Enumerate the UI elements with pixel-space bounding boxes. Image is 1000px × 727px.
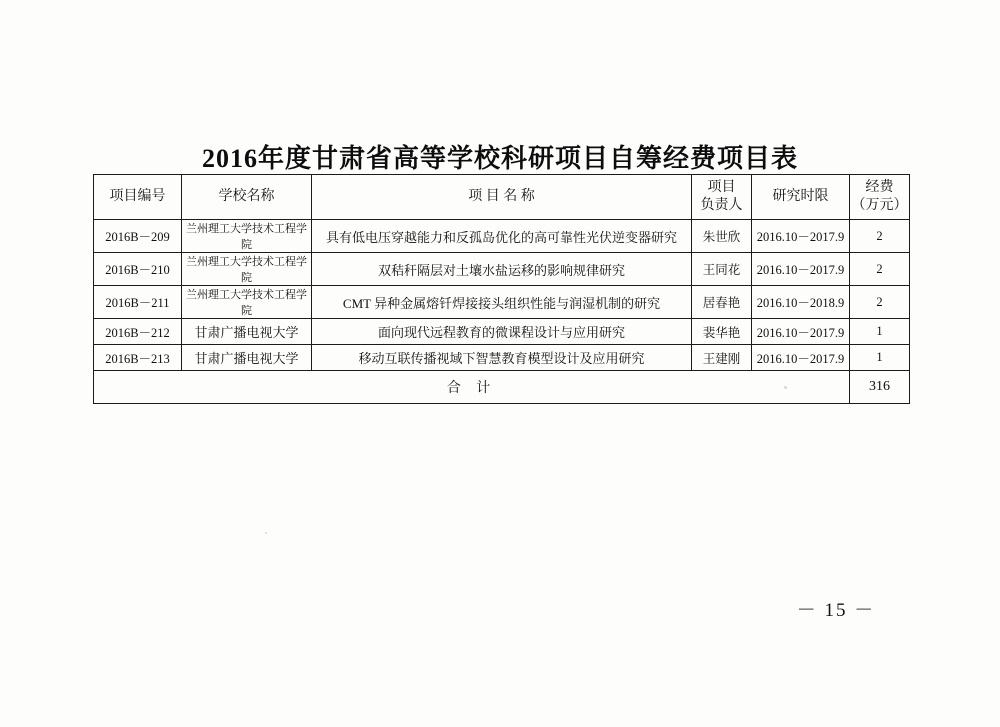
cell-research-period: 2016.10－2017.9: [752, 319, 850, 345]
cell-funding: 1: [850, 345, 910, 371]
cell-school-name: 兰州理工大学技术工程学院: [182, 253, 312, 286]
cell-project-leader: 居春艳: [692, 286, 752, 319]
table-row: [94, 345, 910, 371]
header-leader-line1: 项目: [707, 179, 736, 195]
cell-school-name: 兰州理工大学技术工程学院: [182, 220, 312, 253]
header-research-period: 研究时限: [752, 175, 850, 220]
cell-project-name: 面向现代远程教育的微课程设计与应用研究: [312, 319, 692, 345]
page-number: － 15 －: [796, 600, 876, 621]
cell-funding: 2: [850, 286, 910, 319]
table-row: [94, 319, 910, 345]
cell-project-id: 2016B－213: [94, 345, 182, 371]
cell-funding: 2: [850, 253, 910, 286]
header-project-id: 项目编号: [94, 175, 182, 220]
header-project-leader: [692, 175, 752, 220]
cell-school-name: 兰州理工大学技术工程学院: [182, 286, 312, 319]
cell-project-leader: 朱世欣: [692, 220, 752, 253]
cell-research-period: 2016.10－2017.9: [752, 345, 850, 371]
header-funding: [850, 175, 910, 220]
total-value: 316: [850, 371, 910, 404]
scan-speck: [265, 532, 267, 534]
cell-research-period: 2016.10－2017.9: [752, 220, 850, 253]
table-row: [94, 286, 910, 319]
cell-funding: 2: [850, 220, 910, 253]
cell-school-name: 甘肃广播电视大学: [182, 345, 312, 371]
total-label: 合 计: [94, 371, 850, 404]
header-school-name: 学校名称: [182, 175, 312, 220]
cell-project-id: 2016B－209: [94, 220, 182, 253]
cell-research-period: 2016.10－2017.9: [752, 253, 850, 286]
cell-project-id: 2016B－212: [94, 319, 182, 345]
header-leader-line2: 负责人: [700, 198, 743, 213]
scan-speck: [784, 386, 787, 389]
cell-project-leader: 王建刚: [692, 345, 752, 371]
table-header-row: [94, 175, 910, 220]
cell-project-leader: 王同花: [692, 253, 752, 286]
cell-project-name: 移动互联传播视域下智慧教育模型设计及应用研究: [312, 345, 692, 371]
cell-school-name: 甘肃广播电视大学: [182, 319, 312, 345]
page-title: 2016年度甘肃省高等学校科研项目自筹经费项目表: [201, 144, 798, 173]
cell-project-name: 具有低电压穿越能力和反孤岛优化的高可靠性光伏逆变器研究: [312, 220, 692, 253]
cell-funding: 1: [850, 319, 910, 345]
header-funding-line2: （万元）: [851, 198, 908, 213]
cell-project-name: CMT 异种金属熔钎焊接接头组织性能与润湿机制的研究: [312, 286, 692, 319]
header-project-name: 项 目 名 称: [312, 175, 692, 220]
cell-project-leader: 裴华艳: [692, 319, 752, 345]
project-table: [93, 174, 910, 404]
table-row: [94, 220, 910, 253]
cell-project-name: 双秸秆隔层对土壤水盐运移的影响规律研究: [312, 253, 692, 286]
cell-project-id: 2016B－210: [94, 253, 182, 286]
cell-project-id: 2016B－211: [94, 286, 182, 319]
header-funding-line1: 经费: [865, 179, 894, 195]
table-row: [94, 253, 910, 286]
project-table-container: [93, 174, 909, 404]
table-total-row: [94, 371, 910, 404]
cell-research-period: 2016.10－2018.9: [752, 286, 850, 319]
